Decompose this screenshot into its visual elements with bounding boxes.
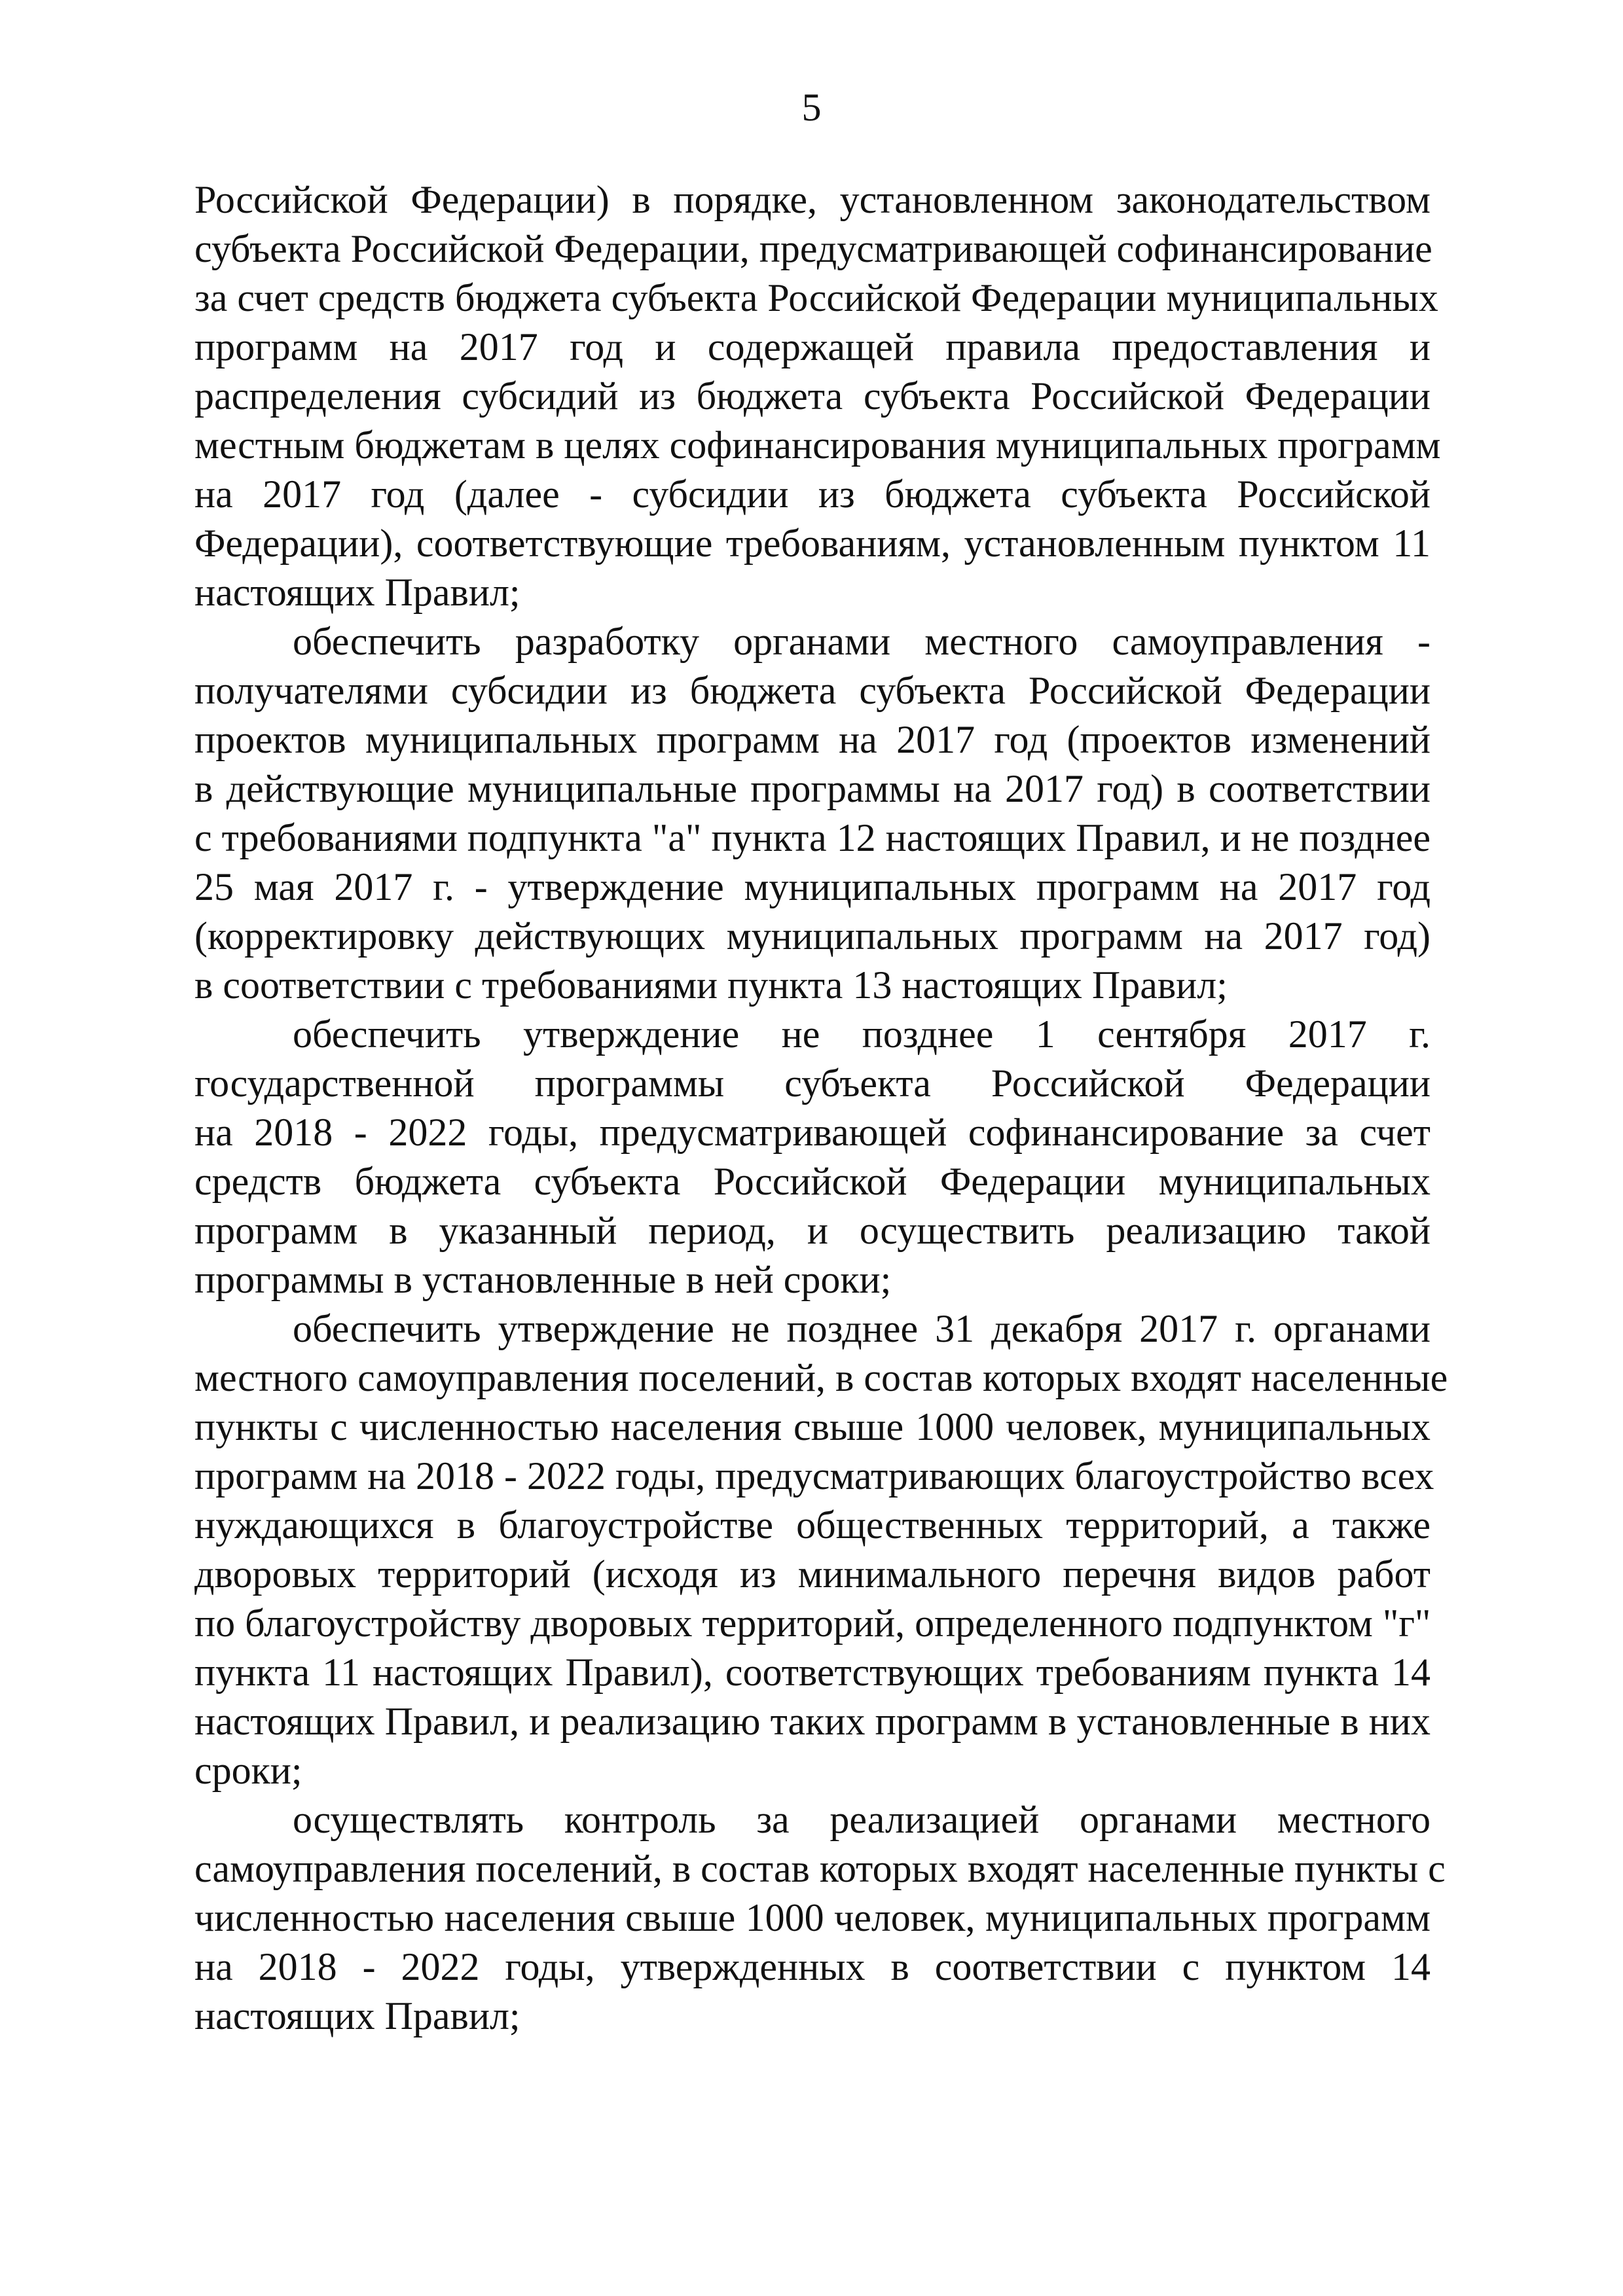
text-line: субъекта Российской Федерации, предусматривающей софинансирование (194, 227, 1432, 270)
text-line: программ на 2018 - 2022 годы, предусматривающих благоустройство всех (194, 1454, 1434, 1498)
text-line: программ на 2017 год и содержащей правила предоставления и (194, 325, 1431, 368)
document-body (194, 175, 1448, 2041)
text-line: настоящих Правил, и реализацию таких программ в установленные в них (194, 1700, 1431, 1743)
text-line: 25 мая 2017 г. - утверждение муниципальных программ на 2017 год (194, 865, 1431, 908)
text-line: обеспечить утверждение не позднее 1 сентября 2017 г. (293, 1013, 1431, 1056)
text-line: местным бюджетам в целях софинансирования муниципальных программ (194, 423, 1441, 467)
paragraph-continuation (194, 175, 1441, 617)
text-line: нуждающихся в благоустройстве общественных территорий, а также (194, 1503, 1431, 1547)
text-line: в соответствии с требованиями пункта 13 настоящих Правил; (194, 963, 1228, 1007)
text-line: на 2017 год (далее - субсидии из бюджета субъекта Российской (194, 473, 1431, 516)
text-line: за счет средств бюджета субъекта Российской Федерации муниципальных (194, 276, 1438, 319)
text-line: обеспечить утверждение не позднее 31 декабря 2017 г. органами (293, 1307, 1431, 1350)
text-line: настоящих Правил; (194, 571, 520, 614)
paragraph-approval-state-program (194, 1010, 1431, 1304)
paragraph-control (194, 1795, 1446, 2041)
text-line: на 2018 - 2022 годы, утвержденных в соответствии с пунктом 14 (194, 1945, 1431, 1988)
text-line: настоящих Правил; (194, 1994, 520, 2037)
text-line: сроки; (194, 1749, 302, 1792)
text-line: распределения субсидий из бюджета субъекта Российской Федерации (194, 374, 1431, 418)
text-line: государственной программы субъекта Российской Федерации (194, 1062, 1431, 1105)
text-line: численностью населения свыше 1000 человек, муниципальных программ (194, 1896, 1431, 1939)
text-line: (корректировку действующих муниципальных программ на 2017 год) (194, 914, 1431, 958)
text-line: с требованиями подпункта "а" пункта 12 настоящих Правил, и не позднее (194, 816, 1431, 859)
text-line: проектов муниципальных программ на 2017 год (проектов изменений (194, 718, 1431, 761)
text-line: получателями субсидии из бюджета субъекта Российской Федерации (194, 669, 1431, 712)
text-line: местного самоуправления поселений, в состав которых входят населенные (194, 1356, 1448, 1399)
text-line: самоуправления поселений, в состав которых входят населенные пункты с (194, 1847, 1446, 1890)
paragraph-approval-municipal-programs (194, 1304, 1448, 1795)
text-line: в действующие муниципальные программы на 2017 год) в соответствии (194, 767, 1431, 810)
text-line: дворовых территорий (исходя из минимального перечня видов работ (194, 1552, 1431, 1596)
text-line: пункты с численностью населения свыше 1000 человек, муниципальных (194, 1405, 1431, 1448)
page-number: 5 (801, 86, 822, 129)
text-line: средств бюджета субъекта Российской Федерации муниципальных (194, 1160, 1431, 1203)
text-line: осуществлять контроль за реализацией органами местного (293, 1798, 1431, 1841)
paragraph-development (194, 617, 1431, 1010)
text-line: Российской Федерации) в порядке, установленном законодательством (194, 178, 1431, 221)
text-line: программ в указанный период, и осуществить реализацию такой (194, 1209, 1431, 1252)
text-line: Федерации), соответствующие требованиям, установленным пунктом 11 (194, 522, 1431, 565)
text-line: на 2018 - 2022 годы, предусматривающей софинансирование за счет (194, 1111, 1431, 1154)
text-line: по благоустройству дворовых территорий, определенного подпунктом "г" (194, 1602, 1431, 1645)
text-line: обеспечить разработку органами местного самоуправления - (293, 620, 1431, 663)
text-line: пункта 11 настоящих Правил), соответствующих требованиям пункта 14 (194, 1651, 1431, 1694)
text-line: программы в установленные в ней сроки; (194, 1258, 892, 1301)
